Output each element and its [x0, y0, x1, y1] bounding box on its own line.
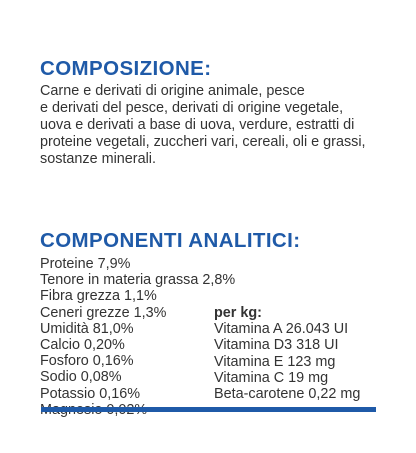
vitamin-item: Vitamina A 26.043 UI [214, 321, 349, 338]
per-kg-list [214, 305, 360, 402]
analytic-component-item: Fibra grezza 1,1% [40, 288, 157, 305]
vitamin-item: Vitamina E 123 mg [214, 353, 336, 370]
analytic-component-item: Sodio 0,08% [40, 369, 122, 386]
analytic-component-item: Tenore in materia grassa 2,8% [40, 272, 236, 289]
bottom-divider [41, 407, 376, 412]
vitamin-item: Vitamina C 19 mg [214, 369, 329, 386]
composizione-line: uova e derivati a base di uova, verdure, estratti di [40, 117, 355, 133]
composizione-heading: COMPOSIZIONE: [40, 57, 212, 80]
componenti-analitici-heading: COMPONENTI ANALITICI: [40, 229, 301, 252]
composizione-line: proteine vegetali, zuccheri vari, cereali, oli e grassi, [40, 134, 366, 150]
vitamin-item: Vitamina D3 318 UI [214, 337, 339, 354]
analytic-component-item: Proteine 7,9% [40, 256, 131, 272]
composizione-text [40, 83, 400, 168]
analytic-component-item: Fosforo 0,16% [40, 353, 134, 370]
analytic-component-item: Ceneri grezze 1,3% [40, 304, 167, 321]
per-kg-heading: per kg: [214, 305, 262, 321]
composizione-line: sostanze minerali. [40, 151, 156, 167]
analytic-components-list [40, 256, 235, 418]
analytic-component-item: Potassio 0,16% [40, 385, 140, 402]
vitamin-item: Beta-carotene 0,22 mg [214, 386, 361, 403]
composizione-line: Carne e derivati di origine animale, pesce [40, 83, 305, 99]
composizione-line: e derivati del pesce, derivati di origine vegetale, [40, 100, 344, 116]
analytic-component-item: Calcio 0,20% [40, 337, 125, 354]
analytic-component-item: Umidità 81,0% [40, 320, 134, 337]
